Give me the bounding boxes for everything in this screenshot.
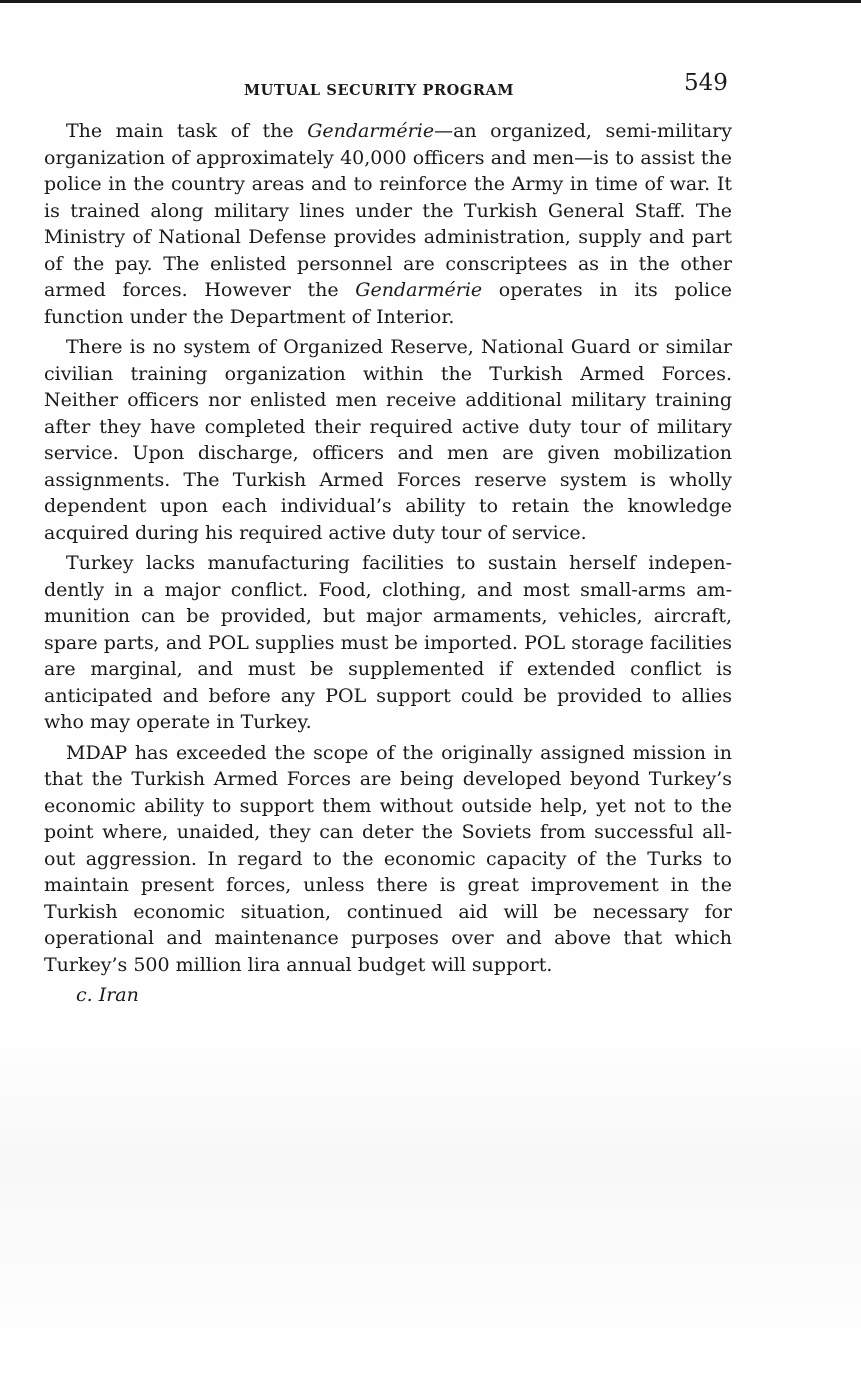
paragraph-reserve: There is no system of Organized Reserve, National Guard or similar civilian training organization within the Turkish Armed Forces. Neither officers nor enlisted men receive additional military training after they have completed their required active duty tour of military service. Upon discharge, officers and men are given mobilization assignments. The Turkish Armed Forces reserve system is wholly dependent upon each individual’s ability to retain the knowledge acquired during his required active duty tour of service.	[44, 336, 732, 544]
page-header	[0, 62, 861, 102]
paragraph-manufacturing: Turkey lacks manufacturing facilities to sustain herself independently in a major conflict. Food, clothing, and most small-arms ammunition can be provided, but major armaments, vehicles, aircraft, spare parts, and POL supplies must be imported. POL storage facilities are marginal, and must be supplemented if extended conflict is anticipated and before any POL support could be provided to allies who may operate in Turkey.	[44, 552, 732, 733]
paragraph-gendarmerie	[44, 118, 732, 330]
paragraph-text: operates in its police function under the Department of Interior.	[44, 279, 732, 328]
paragraph-text: —an organized, semi-military organization of approximately 40,000 officers and men—is to assist the police in the country areas and to reinforce the Army in time of war. It is trained along military lines under the Turkish General Staff. The Ministry of National Defense provides administration, supply and part of the pay. The enlisted personnel are conscriptees as in the other armed forces. However the	[44, 120, 732, 301]
body-text	[44, 118, 732, 1009]
page-number: 549	[684, 70, 728, 96]
running-title: MUTUAL SECURITY PROGRAM	[244, 82, 515, 99]
paragraph-text: The main task of the	[66, 120, 308, 142]
section-subheading: c. Iran	[76, 984, 139, 1006]
top-border-rule	[0, 0, 861, 3]
paragraph-mdap: MDAP has exceeded the scope of the originally assigned mission in that the Turkish Armed Forces are being developed beyond Turkey’s economic ability to support them without outside help, yet not to the point where, unaided, they can deter the Soviets from successful all-out aggression. In regard to the economic capacity of the Turks to maintain present forces, unless there is great improvement in the Turkish economic situation, continued aid will be necessary for operational and maintenance purposes over and above that which Turkey’s 500 million lira annual budget will support.	[44, 741, 732, 976]
italic-term: Gendarmérie	[307, 120, 435, 142]
italic-term: Gendarmérie	[355, 279, 483, 301]
show-through-texture	[0, 1040, 861, 1340]
